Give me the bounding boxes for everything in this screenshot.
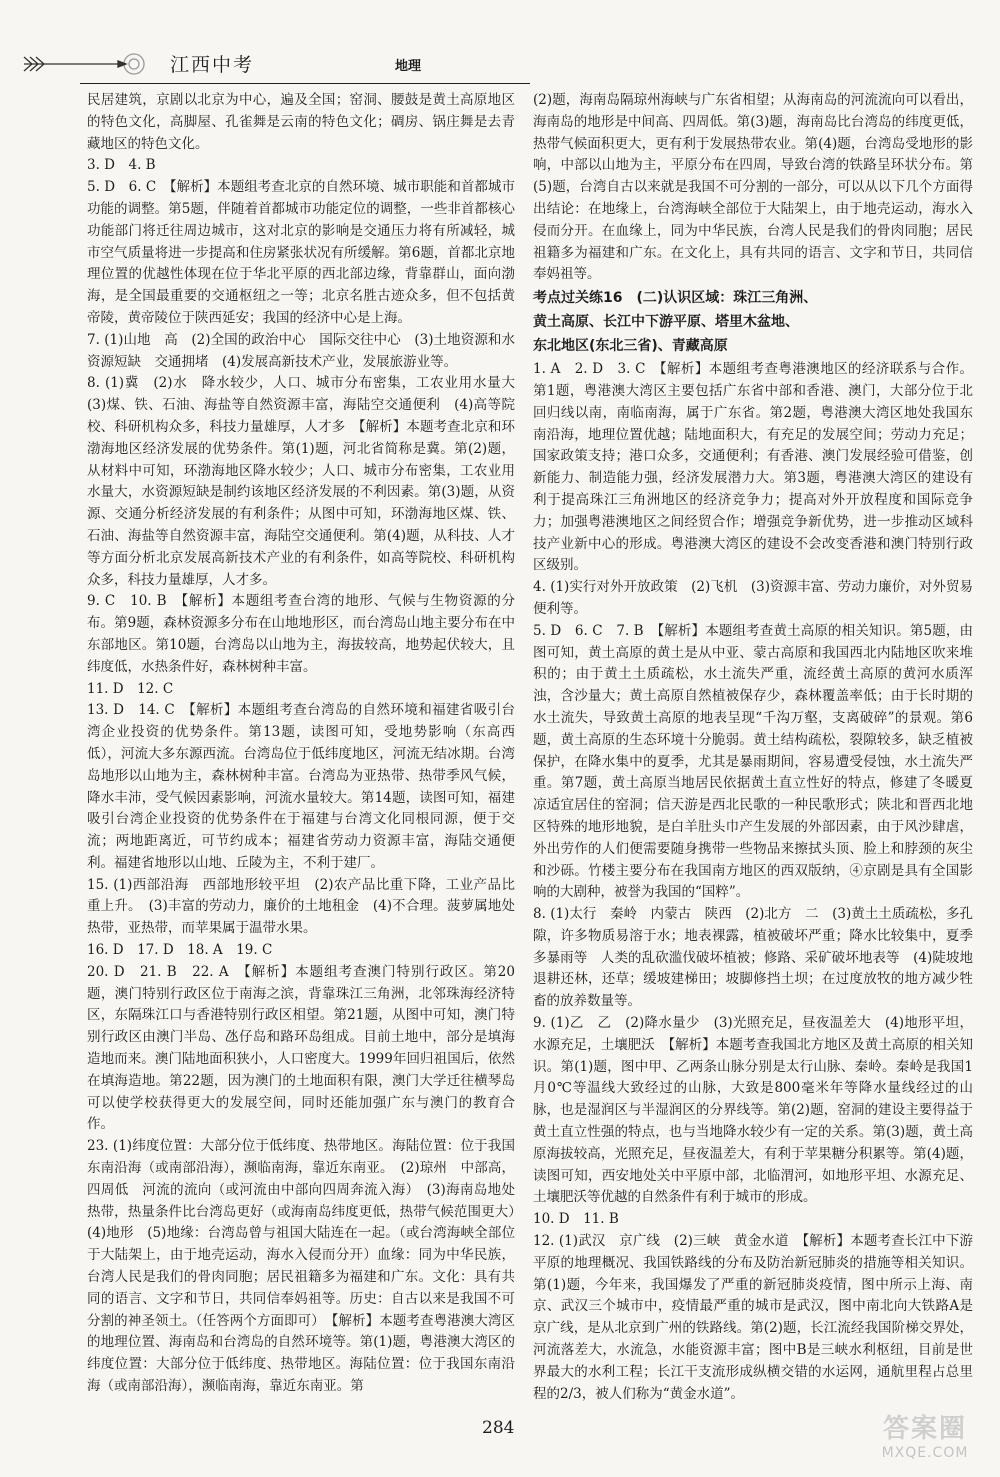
answer-item: 13. D 14. C 【解析】本题组考查台湾岛的自然环境和福建省吸引台湾企业投资的优势条件。第13题，读图可知，受地势影响（东高西低），河流大多东源西流。台湾岛位于低纬度地区，河流无结冰期。台湾岛地形以山地为主，森林树种丰富。台湾岛为亚热带、热带季风气候，降水丰沛，受气候因素影响，河流水量较大。第14题，读图可知，福建吸引台湾企业投资的优势条件在于福建与台湾文化同根同源，便于交流；两地距离近，可节约成本；福建省劳动力资源丰富，海陆交通便利。福建省地形以山地、丘陵为主，不利于建厂。	[87, 702, 515, 871]
book-title: 江西中考	[170, 54, 255, 76]
answer-item: 16. D 17. D 18. A 19. C	[87, 942, 273, 959]
answer-item: 8. (1)冀 (2)水 降水较少，人口、城市分布密集，工农业用水量大 (3)煤、铁、石油、海盐等自然资源丰富，海陆空交通便利 (4)高等院校、科研机构众多，科技力量雄厚，人才多 【解析】本题考查北京和环渤海地区经济发展的优势条件。第(1)题，河北省简称是冀。第(2)题，从材料中可知，环渤海地区降水较少；人口、城市分布密集，工农业用水量大，水资源短缺是制约该地区经济发展的不利因素。第(3)题，从资源、交通分析经济发展的有利条件；从图中可知，环渤海地区煤、铁、石油、海盐等自然资源丰富，海陆空交通便利。第(4)题，从科技、人才等方面分析北京发展高新技术产业的有利条件，如高等院校、科研机构众多，科技力量雄厚，人才多。	[87, 375, 529, 588]
answer-item: 1. A 2. D 3. C 【解析】本题组考查粤港澳地区的经济联系与合作。第1题，粤港澳大湾区主要包括广东省中部和香港、澳门，大部分位于北回归线以南，南临南海，属于广东省。第2题，粤港澳大湾区地处我国东南沿海，地理位置优越；陆地面积大，有充足的发展空间；劳动力充足；国家政策支持；港口众多，交通便利；有香港、澳门发展经验可借鉴，创新能力、制造能力强，经济发展潜力大。第3题，粤港澳大湾区的建设有利于提高珠江三角洲地区的经济竞争力；提高对外开放程度和国际竞争力；加强粤港澳地区之间经贸合作；增强竞争新优势，进一步推动区域科技产业新中心的形成。粤港澳大湾区的建设不会改变香港和澳门特别行政区级别。	[533, 361, 973, 574]
watermark-url: MXQE.COM	[881, 1445, 969, 1461]
answer-item: 15. (1)西部沿海 西部地形较平坦 (2)农产品比重下降，工业产品比重上升。 (3)丰富的劳动力，廉价的土地租金 (4)不合理。菠萝属地处热带，亚热带，而苹果属于温带水果。	[87, 876, 515, 937]
subject-label: 地理	[395, 59, 422, 74]
section-title-line: 考点过关练16 (二)认识区域：珠江三角洲、	[533, 290, 818, 307]
answer-item: 23. (1)纬度位置：大部分位于低纬度、热带地区。海陆位置：位于我国东南沿海（或南部沿海），濒临南海，靠近东南亚。 (2)琼州 中部高，四周低 河流的流向（或河流由中部向四周奔流入海） (3)海南岛地处热带，热量条件比台湾岛更好（或海南岛纬度更低，热带气候范围更大） (4)地形 (5)地缘：台湾岛曾与祖国大陆连在一起。（或台湾海峡全部位于大陆架上，由于地壳运动，海水入侵而分开）血缘：同为中华民族，台湾人民是我们的骨肉同胞；居民祖籍多为福建和广东。文化：具有共同的语言、文字和节日，共同信奉妈祖等。历史：自古以来是我国不可分割的神圣领土。（任答两个方面即可） 【解析】本题考查粤港澳大湾区的地理位置、海南岛和台湾岛的自然环境等。第(1)题，粤港澳大湾区的纬度位置：大部分位于低纬度、热带地区。海陆位置：位于我国东南沿海（或南部沿海），濒临南海，靠近东南亚。第	[87, 1138, 529, 1395]
answer-item: 5. D 6. C 【解析】本题组考查北京的自然环境、城市职能和首都城市功能的调整。第5题，伴随着首都城市功能定位的调整，一些非首都核心功能部门将迁往周边城市，这对北京的影响是交通压力将有所减轻，城市空气质量将进一步提高和住房紧张状况有所缓解。第6题，首都北京地理位置的优越性体现在位于华北平原的西北部边缘，背靠群山，面向渤海，是全国最重要的交通枢纽之一等；北京名胜古迹众多，但不包括黄帝陵，黄帝陵位于陕西延安；我国的经济中心是上海。	[87, 179, 515, 326]
answer-item: 8. (1)太行 秦岭 内蒙古 陕西 (2)北方 二 (3)黄土土质疏松，多孔隙，许多物质易溶于水；地表裸露，植被破坏严重；降水比较集中，夏季多暴雨等 人类的乱砍滥伐破坏植被；修路、采矿破坏地表等 (4)陡坡地退耕还林，还草；缓坡建梯田；坡脚修挡土坝；在过度放牧的地方减少牲畜的放养数量等。	[533, 906, 973, 1010]
answer-paragraph: 民居建筑，京剧以北京为中心，遍及全国；窑洞、腰鼓是黄土高原地区的特色文化，高脚屋、孔雀舞是云南的特色文化；碉房、锅庄舞是去青藏地区的特色文化。	[87, 92, 515, 152]
answer-item: 4. (1)实行对外开放政策 (2)飞机 (3)资源丰富、劳动力廉价，对外贸易便利等。	[533, 579, 973, 617]
arrow-target-logo-icon	[22, 52, 157, 76]
answer-item: 12. (1)武汉 京广线 (2)三峡 黄金水道 【解析】本题考查长江中下游平原的地理概况、我国铁路线的分布及防治新冠肺炎的措施等相关知识。第(1)题，今年来，我国爆发了严重的新冠肺炎疫情，图中所示上海、南京、武汉三个城市中，疫情最严重的城市是武汉，图中南北向大铁路A是京广线，是从北京到广州的铁路线。第(2)题，长江流经我国阶梯交界处，河流落差大，水流急，水能资源丰富；图中B是三峡水利枢纽，目前是世界最大的水利工程；长江干支流形成纵横交错的水运网，通航里程占总里程的2/3，被人们称为“黄金水道”。	[533, 1233, 973, 1402]
answer-item: 3. D 4. B	[87, 157, 156, 174]
right-column	[533, 90, 973, 1405]
answer-paragraph: (2)题，海南岛隔琼州海峡与广东省相望；从海南岛的河流流向可以看出，海南岛的地形是中间高、四周低。第(3)题，海南岛比台湾岛的纬度更低，热带气候面积更大，更有利于发展热带农业。第(4)题，台湾岛受地形的影响，中部以山地为主，平原分布在四周，导致台湾的铁路呈环状分布。第(5)题，台湾自古以来就是我国不可分割的一部分，可以从以下几个方面得出结论：在地缘上，台湾海峡全部位于大陆架上，由于地壳运动，海水入侵而分开。在血缘上，同为中华民族，台湾人民是我们的骨肉同胞；居民祖籍多为福建和广东。在文化上，具有共同的语言、文字和节日，共同信奉妈祖等。	[533, 92, 973, 283]
answer-item: 9. C 10. B 【解析】本题组考查台湾的地形、气候与生物资源的分布。第9题，森林资源多分布在山地地形区，而台湾岛山地主要分布在中东部地区。第10题，台湾岛以山地为主，海拔较高，地势起伏较大，且纬度低，水热条件好，森林树种丰富。	[87, 593, 515, 675]
answer-item: 20. D 21. B 22. A 【解析】本题组考查澳门特别行政区。第20题，澳门特别行政区位于南海之滨，背靠珠江三角洲，北邻珠海经济特区，东隔珠江口与香港特别行政区相望。第21题，从图中可知，澳门特别行政区由澳门半岛、氹仔岛和路环岛组成。目前土地中，部分是填海造地而来。澳门陆地面积狭小，人口密度大。1999年回归祖国后，依然在填海造地。第22题，因为澳门的土地面积有限，澳门大学迁往横琴岛可以使学校获得更大的发展空间，同时还能加强广东与澳门的教育合作。	[87, 963, 515, 1133]
section-title-line: 东北地区(东北三省)、青藏高原	[533, 338, 728, 355]
section-title-line: 黄土高原、长江中下游平原、塔里木盆地、	[533, 314, 799, 331]
answer-item: 10. D 11. B	[533, 1211, 619, 1228]
answer-item: 11. D 12. C	[87, 680, 174, 697]
watermark	[860, 1408, 990, 1470]
answer-item: 5. D 6. C 7. B 【解析】本题组考查黄土高原的相关知识。第5题，由图可知，黄土高原的黄土是从中亚、蒙古高原和我国西北内陆地区吹来堆积的；由于黄土土质疏松，水土流失严重，流经黄土高原的黄河水质浑浊，含沙量大；黄土高原自然植被保存少，森林覆盖率低；由于长时期的水土流失，导致黄土高原的地表呈现“千沟万壑，支离破碎”的景观。第6题，黄土高原的生态环境十分脆弱。黄土结构疏松，裂隙较多，缺乏植被保护，在降水集中的夏季，尤其是暴雨期间，容易遭受侵蚀，水土流失严重。第7题，黄土高原当地居民依据黄土直立性好的特点，修建了冬暖夏凉适宜居住的窑洞；信天游是西北民歌的一种民歌形式；陕北和晋西北地区特殊的地形地貌，是白羊肚头巾产生发展的外部因素，由于风沙肆虐，外出劳作的人们便需要随身携带一些物品来擦拭头顶、脸上和脖颈的灰尘和沙砾。竹楼主要分布在我国南方地区的西双版纳，④京剧是具有全国影响的大剧种，被誉为我国的“国粹”。	[533, 622, 973, 901]
header-divider	[80, 83, 530, 84]
page-number: 284	[482, 1418, 515, 1438]
watermark-logo-text: 答案圈	[882, 1414, 967, 1444]
answer-item: 9. (1)乙 乙 (2)降水量少 (3)光照充足，昼夜温差大 (4)地形平坦，水源充足，土壤肥沃 【解析】本题考查我国北方地区及黄土高原的相关知识。第(1)题，图中甲、乙两条山脉分别是太行山脉、秦岭。秦岭是我国1月0℃等温线大致经过的山脉，大致是800毫米年等降水量线经过的山脉，也是湿润区与半湿润区的分界线等。第(2)题，窑洞的建设主要得益于黄土直立性强的特点，也与当地降水较少有一定的关系。第(3)题，黄土高原海拔较高，光照充足，昼夜温差大，有利于苹果糖分积累等。第(4)题，读图可知，西安地处关中平原中部，北临渭河，如地形平坦、水源充足、土壤肥沃等优越的自然条件有利于城市的形成。	[533, 1015, 973, 1206]
left-column	[87, 90, 529, 1398]
answer-item: 7. (1)山地 高 (2)全国的政治中心 国际交往中心 (3)土地资源和水资源短缺 交通拥堵 (4)发展高新技术产业，发展旅游业等。	[87, 331, 515, 370]
